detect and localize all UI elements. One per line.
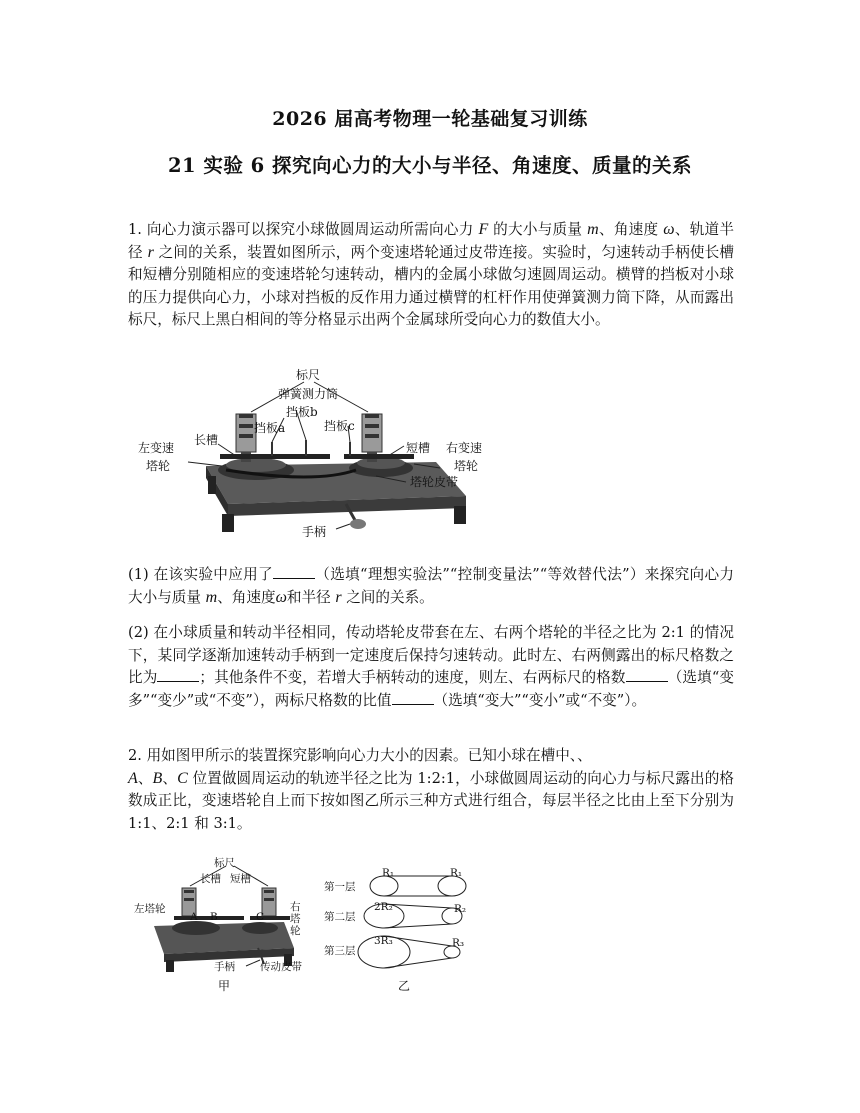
tower-wheel-combination-figure — [134, 856, 474, 996]
label-short-groove: 短槽 — [406, 441, 431, 455]
label-left-wheel: 左塔轮 — [134, 903, 166, 915]
label-belt: 塔轮皮带 — [410, 475, 459, 489]
answer-blank[interactable] — [392, 690, 434, 705]
point-c: C — [256, 911, 265, 923]
label-layer-3: 第三层 — [324, 945, 356, 957]
centripetal-apparatus-figure — [136, 366, 496, 552]
label-handle: 手柄 — [302, 525, 327, 539]
label-layer-2: 第二层 — [324, 911, 356, 923]
question-1-part-2: (2) 在小球质量和转动半径相同，传动塔轮皮带套在左、右两个塔轮的半径之比为 2:1 的情况下，某同学逐渐加速转动手柄到一定速度后保持匀速转动。此时左、右两侧露出的标尺格数之比为 ；其他条件不变，若增大手柄转动的速度，则左、右两标尺的格数 （选填“变多”“变少”或“不变”），两标尺格数的比值 （选填“变大”“变小”或“不变”）。 — [128, 624, 734, 709]
point-b: B — [210, 911, 218, 923]
label-r3-right: R₃ — [452, 937, 465, 949]
label-r2-right: R₂ — [454, 903, 467, 915]
label-left-wheel-1: 左变速 — [138, 441, 175, 455]
question-1-part-1: (1) 在该实验中应用了 （选填“理想实验法”“控制变量法”“等效替代法”）来探究向心力大小与质量 m、角速度ω和半径 r 之间的关系。 — [128, 566, 734, 606]
document-subtitle: 21 实验 6 探究向心力的大小与半径、角速度、质量的关系 — [167, 154, 693, 177]
document-title: 2026 届高考物理一轮基础复习训练 — [272, 108, 588, 130]
label-ruler: 标尺 — [296, 368, 321, 382]
label-baffle-b: 挡板b — [286, 405, 318, 419]
label-short-groove-2: 短槽 — [230, 873, 251, 885]
point-a: A — [190, 911, 198, 923]
label-right-wheel-2: 塔轮 — [454, 459, 479, 473]
label-baffle-c: 挡板c — [324, 419, 355, 433]
label-layer-1: 第一层 — [324, 881, 356, 893]
label-right-wheel-3b: 轮 — [290, 925, 301, 937]
answer-blank[interactable] — [273, 564, 315, 579]
label-r1-left: R₁ — [382, 867, 395, 879]
label-spring: 弹簧测力筒 — [278, 387, 339, 401]
answer-blank[interactable] — [157, 667, 199, 682]
answer-blank[interactable] — [626, 667, 668, 682]
label-long-groove-2: 长槽 — [200, 873, 221, 885]
label-handle-2: 手柄 — [214, 961, 235, 973]
label-r1-right: R₁ — [450, 867, 463, 879]
figure-label-jia: 甲 — [218, 979, 231, 993]
label-baffle-a: 挡板a — [254, 421, 286, 435]
label-left-wheel-2: 塔轮 — [146, 459, 171, 473]
label-right-wheel-1b: 右 — [290, 901, 301, 913]
label-right-wheel-2b: 塔 — [290, 913, 301, 925]
figure-label-yi: 乙 — [398, 979, 411, 993]
label-r2-left: 2R₂ — [374, 901, 393, 913]
label-long-groove: 长槽 — [194, 433, 219, 447]
question-1-stem: 1. 向心力演示器可以探究小球做圆周运动所需向心力 F 的大小与质量 m、角速度 ω、轨道半径 r 之间的关系，装置如图所示，两个变速塔轮通过皮带连接。实验时，匀速转动手柄使长槽和短槽分别随相应的变速塔轮匀速转动，槽内的金属小球做匀速圆周运动。横臂的挡板对小球的压力提供向心力，小球对挡板的反作用力通过横臂的杠杆作用使弹簧测力筒下降，从而露出标尺，标尺上黑白相间的等分格显示出两个金属球所受向心力的数值大小。 — [128, 221, 734, 328]
label-right-wheel-1: 右变速 — [446, 441, 483, 455]
label-ruler-2: 标尺 — [214, 857, 235, 869]
label-belt-2: 传动皮带 — [260, 961, 302, 973]
question-2-stem: 2. 用如图甲所示的装置探究影响向心力大小的因素。已知小球在槽中、、 A、B、C 位置做圆周运动的轨迹半径之比为 1:2:1，小球做圆周运动的向心力与标尺露出的格数成正比，变速塔轮自上而下按如图乙所示三种方式进行组合，每层半径之比由上至下分别为 1:1、2:1 和 3:1。 — [128, 747, 734, 832]
label-r3-left: 3R₃ — [374, 935, 393, 947]
